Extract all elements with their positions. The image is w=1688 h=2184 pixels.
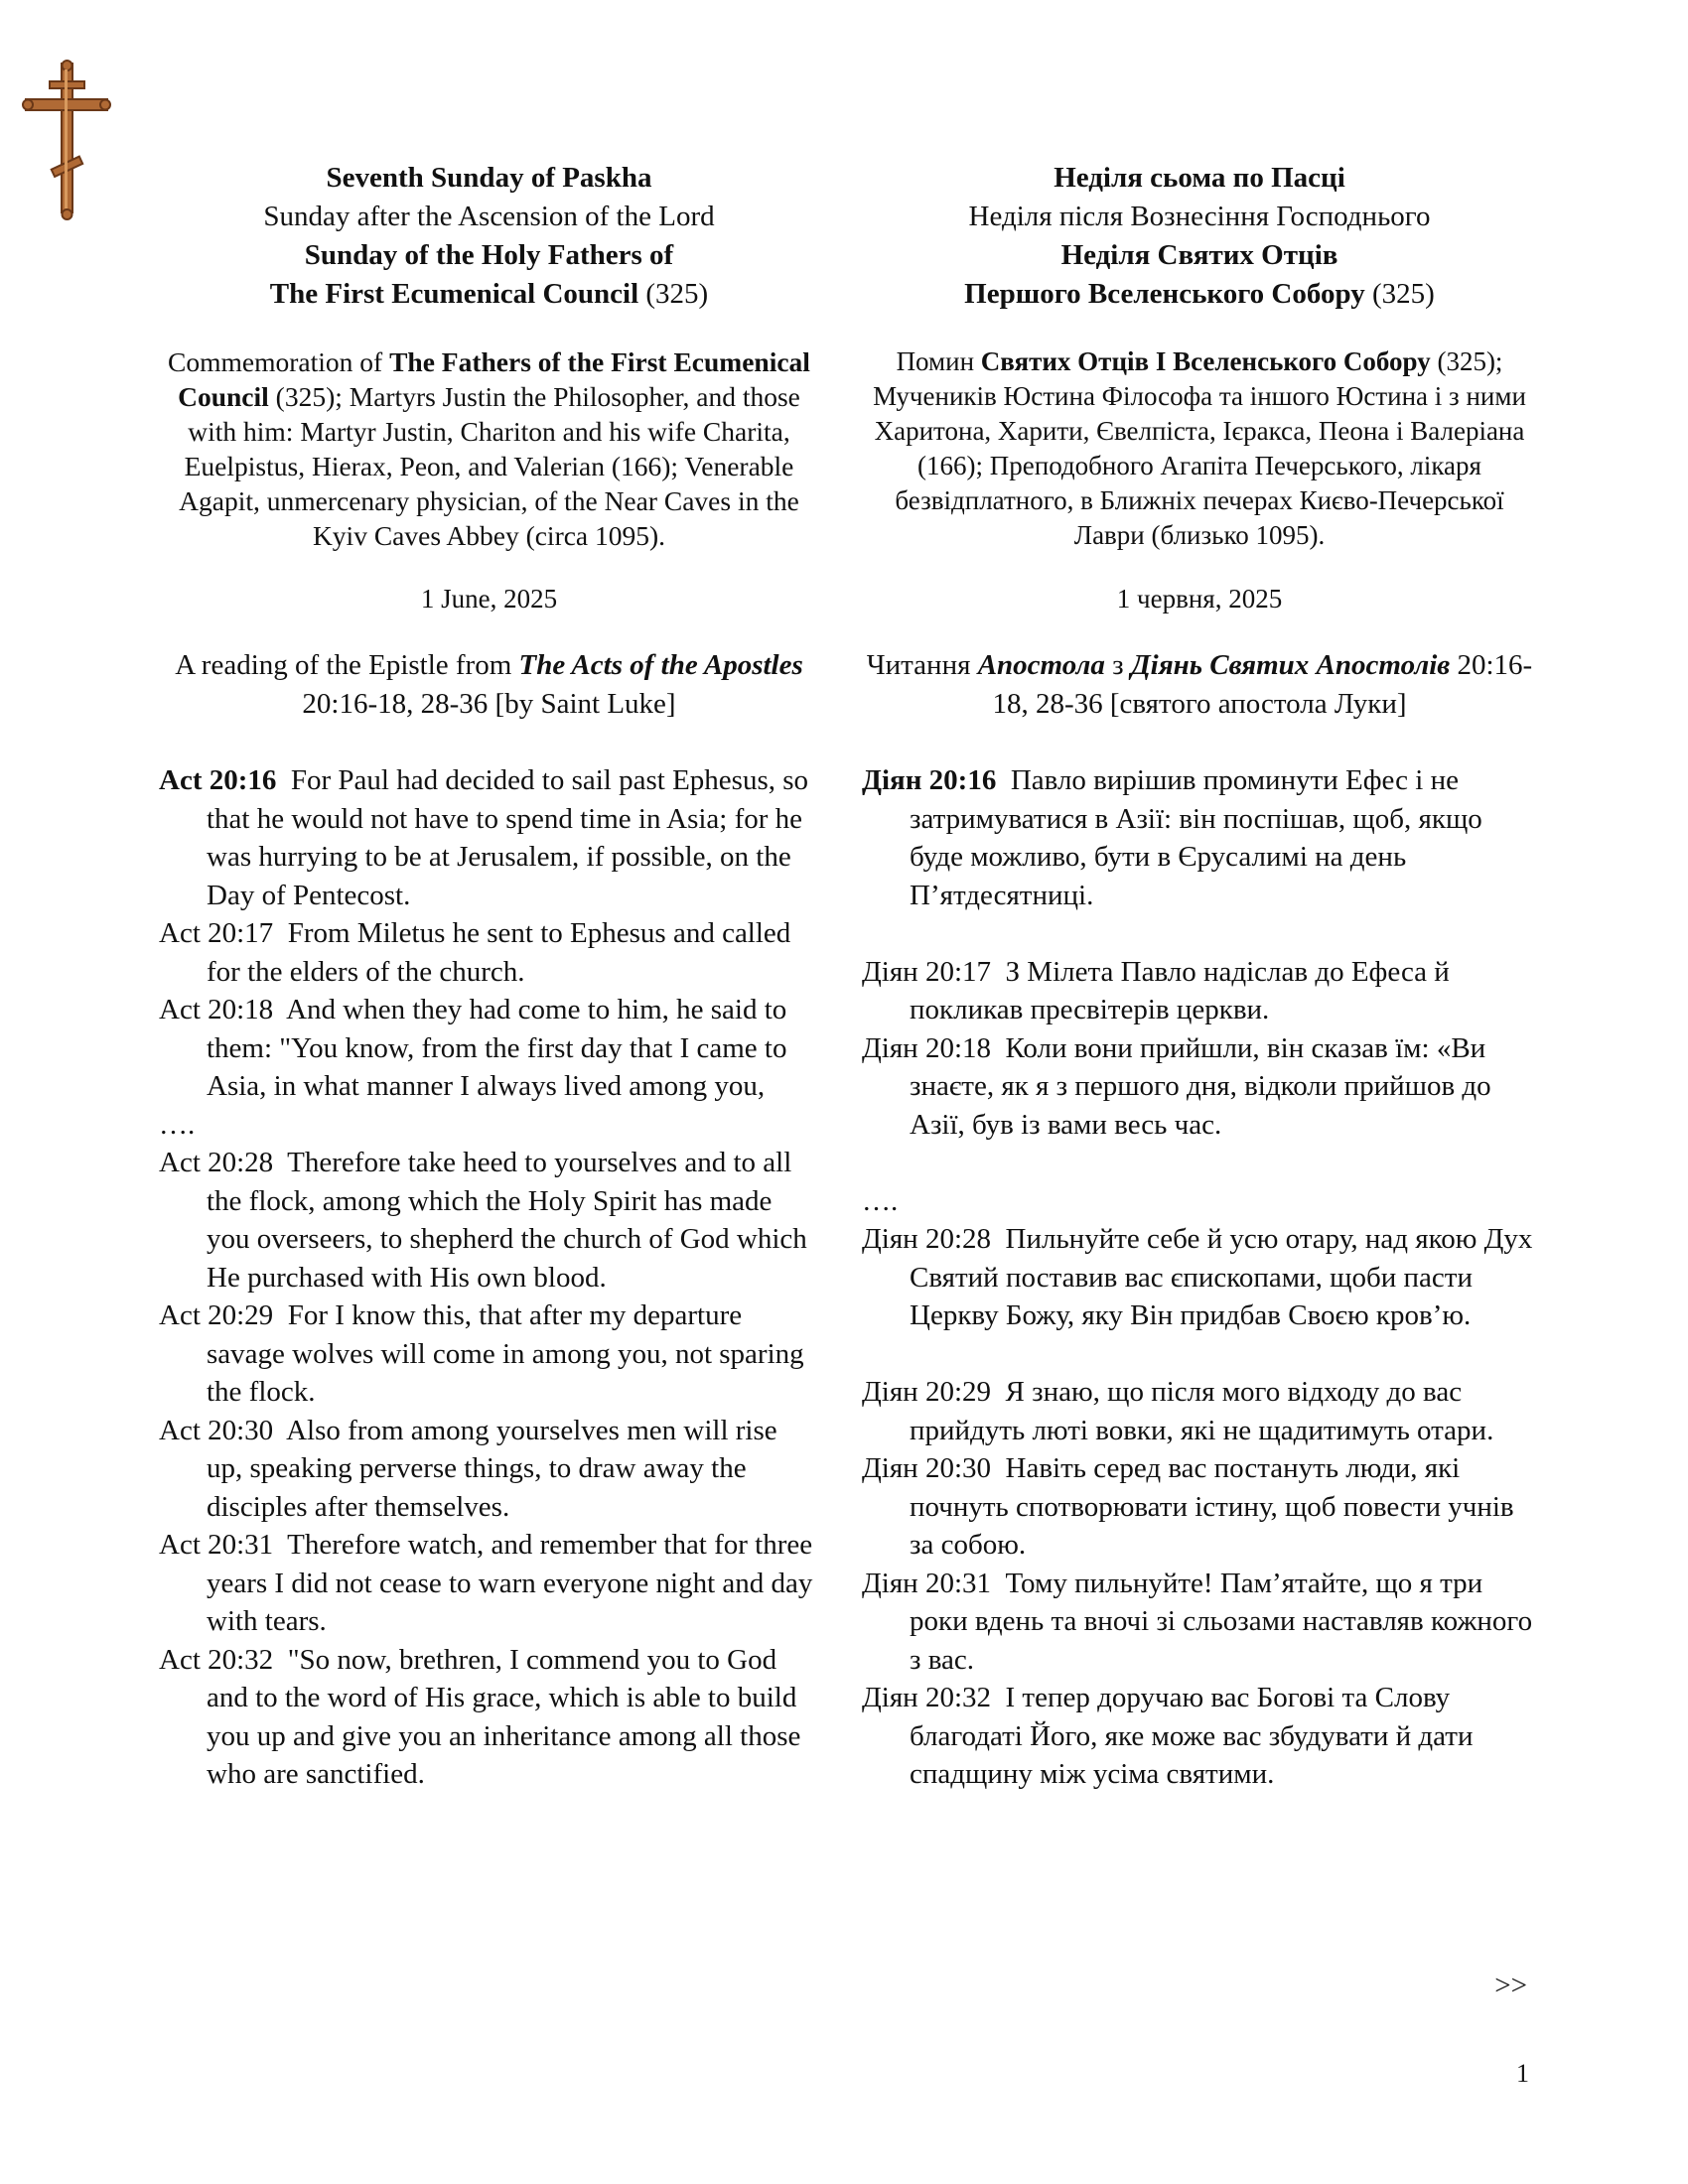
verse-text: Коли вони прийшли, він сказав їм: «Ви знаєте, як я з першого дня, відколи прийшов до Азії, був із вами весь час. [910,1031,1491,1141]
commemoration-uk [862,344,1537,553]
verse-text: And when they had come to him, he said to them: "You know, from the first day that I came to Asia, in what manner I always lived among you, [207,994,787,1102]
verse-text: І тепер доручаю вас Богові та Слову благодаті Його, яке може вас збудувати й дати спадщину між усіма святими. [910,1682,1474,1790]
verse-ref: Act 20:17 [159,917,274,949]
verse-text: For Paul had decided to sail past Ephesus, so that he would not have to spend time in Asia; for he was hurrying to be at Jerusalem, if possible, on the Day of Pentecost. [207,764,809,911]
verse-text: From Miletus he sent to Ephesus and called for the elders of the church. [207,917,791,988]
date-en: 1 June, 2025 [420,584,558,614]
feast-subtitle-uk: Неділя після Вознесіння Господнього [968,201,1431,232]
verse-ref: Діян 20:28 [862,1223,992,1255]
verse-uk-16 [862,761,1537,914]
intro-a-uk: Читання [866,649,978,681]
commem-prefix-uk: Помин [896,346,981,376]
verse-text: Навіть серед вас постануть люди, які почнуть спотворювати істину, щоб повести учнів за собою. [910,1452,1514,1561]
intro-e-uk: 20:16-18, 28-36 [святого апостола Луки] [992,649,1533,720]
verse-en-17 [159,914,819,991]
intro-a-en: A reading of the Epistle from [175,649,519,681]
commem-bold-uk: Святих Отців I Вселенського Собору [980,346,1431,376]
verse-uk-18 [862,1029,1537,1145]
verse-ref: Діян 20:18 [862,1031,992,1064]
feast-line4-en [159,275,819,314]
verse-text: Therefore watch, and remember that for three years I did not cease to warn everyone night and day with tears. [207,1529,813,1637]
continue-marker: >> [1494,1970,1527,2001]
verse-ref: Act 20:29 [159,1299,274,1331]
verse-text: Пильнуйте себе й усю отару, над якою Дух Святий поставив вас єпископами, щоби пасти Церкву Божу, яку Він придбав Своєю кров’ю. [910,1223,1533,1331]
verse-ref: Act 20:28 [159,1147,274,1178]
verse-text: Павло вирішив проминути Ефес і не затримуватися в Азії: він поспішав, щоб, якщо буде можливо, бути в Єрусалимі на день П’ятдесятниці. [910,764,1482,911]
commem-rest-en: (325); Martyrs Justin the Philosopher, and those with him: Martyr Justin, Chariton and his wife Charita, Euelpistus, Hierax, Peon, and Valerian (166); Venerable Agapit, unmercenary physician, of the Near Caves in the Kyiv Caves Abbey (circa 1095). [179,381,800,551]
apostle-title-uk: Апостола [977,649,1105,681]
verses-en [159,761,819,1794]
verse-en-16 [159,761,819,914]
council-name-en: The First Ecumenical Council [269,278,639,310]
council-year-uk: (325) [1364,278,1435,310]
intro-c-uk: з [1104,649,1131,681]
council-name-uk: Першого Вселенського Собору [964,278,1365,310]
verse-en-28 [159,1144,819,1297]
commem-bold-en: The Fathers of the First Ecumenical Council [178,346,810,412]
verse-ref: Act 20:18 [159,994,274,1025]
orthodox-cross-icon [22,60,111,223]
verse-en-30 [159,1412,819,1527]
verse-text: Therefore take heed to yourselves and to all the flock, among which the Holy Spirit has made you overseers, to shepherd the church of God which He purchased with His own blood. [207,1147,807,1294]
verse-uk-17 [862,953,1537,1029]
verse-ref: Діян 20:29 [862,1376,992,1408]
commem-rest-uk: (325); Мучеників Юстина Філософа та іншого Юстина і з ними Харитона, Харити, Євелпіста, Ієракса, Пеона і Валеріана (166); Преподобного Агапіта Печерського, лікаря безвідплатного, в Ближніх печерах Києво-Печерської Лаври (близько 1095). [873,346,1526,550]
feast-subtitle-en: Sunday after the Ascension of the Lord [263,201,715,232]
ellipsis-uk: …. [862,1184,899,1217]
verse-uk-32 [862,1679,1537,1794]
english-column [159,159,819,1794]
spacer [862,1144,1537,1182]
verse-en-29 [159,1297,819,1412]
feast-line4-uk [862,275,1537,314]
verse-uk-29 [862,1373,1537,1449]
verse-en-31 [159,1526,819,1641]
page-number: 1 [1516,2059,1529,2088]
ellipsis-en: …. [159,1108,196,1141]
intro-c-en: 20:16-18, 28-36 [by Saint Luke] [302,688,676,720]
verse-ref: Діян 20:17 [862,955,992,988]
feast-header-uk [862,159,1537,314]
book-title-en: The Acts of the Apostles [518,649,803,681]
ukrainian-column [862,159,1537,1794]
verse-en-18 [159,991,819,1106]
commem-prefix-en: Commemoration of [168,346,390,377]
reading-intro-uk [862,646,1537,724]
verse-ref: Act 20:31 [159,1529,274,1561]
reading-intro-en [159,646,819,724]
verse-uk-31 [862,1565,1537,1680]
feast-line3-en: Sunday of the Holy Fathers of [304,239,674,271]
feast-title-uk: Неділя сьома по Пасці [1054,162,1345,194]
date-uk: 1 червня, 2025 [1116,584,1283,614]
verse-ref: Act 20:32 [159,1643,274,1676]
council-year-en: (325) [638,278,709,310]
verse-ref: Діян 20:31 [862,1567,992,1599]
feast-line3-uk: Неділя Святих Отців [1060,239,1338,271]
verse-text: Also from among yourselves men will rise up, speaking perverse things, to draw away the disciples after themselves. [207,1414,777,1523]
spacer [862,1335,1537,1374]
verse-text: З Мілета Павло надіслав до Ефеса й покликав пресвітерів церкви. [910,955,1450,1025]
verse-ref: Act 20:16 [159,764,277,796]
book-title-uk: Діянь Святих Апостолів [1130,649,1451,681]
verse-ref: Діян 20:32 [862,1682,992,1713]
verse-ref: Діян 20:30 [862,1452,992,1484]
verse-uk-28 [862,1220,1537,1335]
verse-text: "So now, brethren, I commend you to God and to the word of His grace, which is able to build you up and give you an inheritance among all those who are sanctified. [207,1643,801,1790]
verse-ref: Act 20:30 [159,1414,274,1446]
verse-text: Я знаю, що після мого відходу до вас прийдуть люті вовки, які не щадитимуть отари. [910,1376,1494,1446]
feast-title-en: Seventh Sunday of Paskha [326,162,652,194]
verse-en-32 [159,1641,819,1794]
commemoration-en [159,344,819,553]
verse-text: Тому пильнуйте! Пам’ятайте, що я три роки вдень та вночі зі сльозами наставляв кожного з вас. [910,1567,1533,1676]
feast-header-en [159,159,819,314]
verse-ref: Діян 20:16 [862,764,997,796]
spacer [862,914,1537,953]
verses-uk [862,761,1537,1794]
verse-uk-30 [862,1449,1537,1565]
verse-text: For I know this, that after my departure savage wolves will come in among you, not sparing the flock. [207,1299,804,1408]
